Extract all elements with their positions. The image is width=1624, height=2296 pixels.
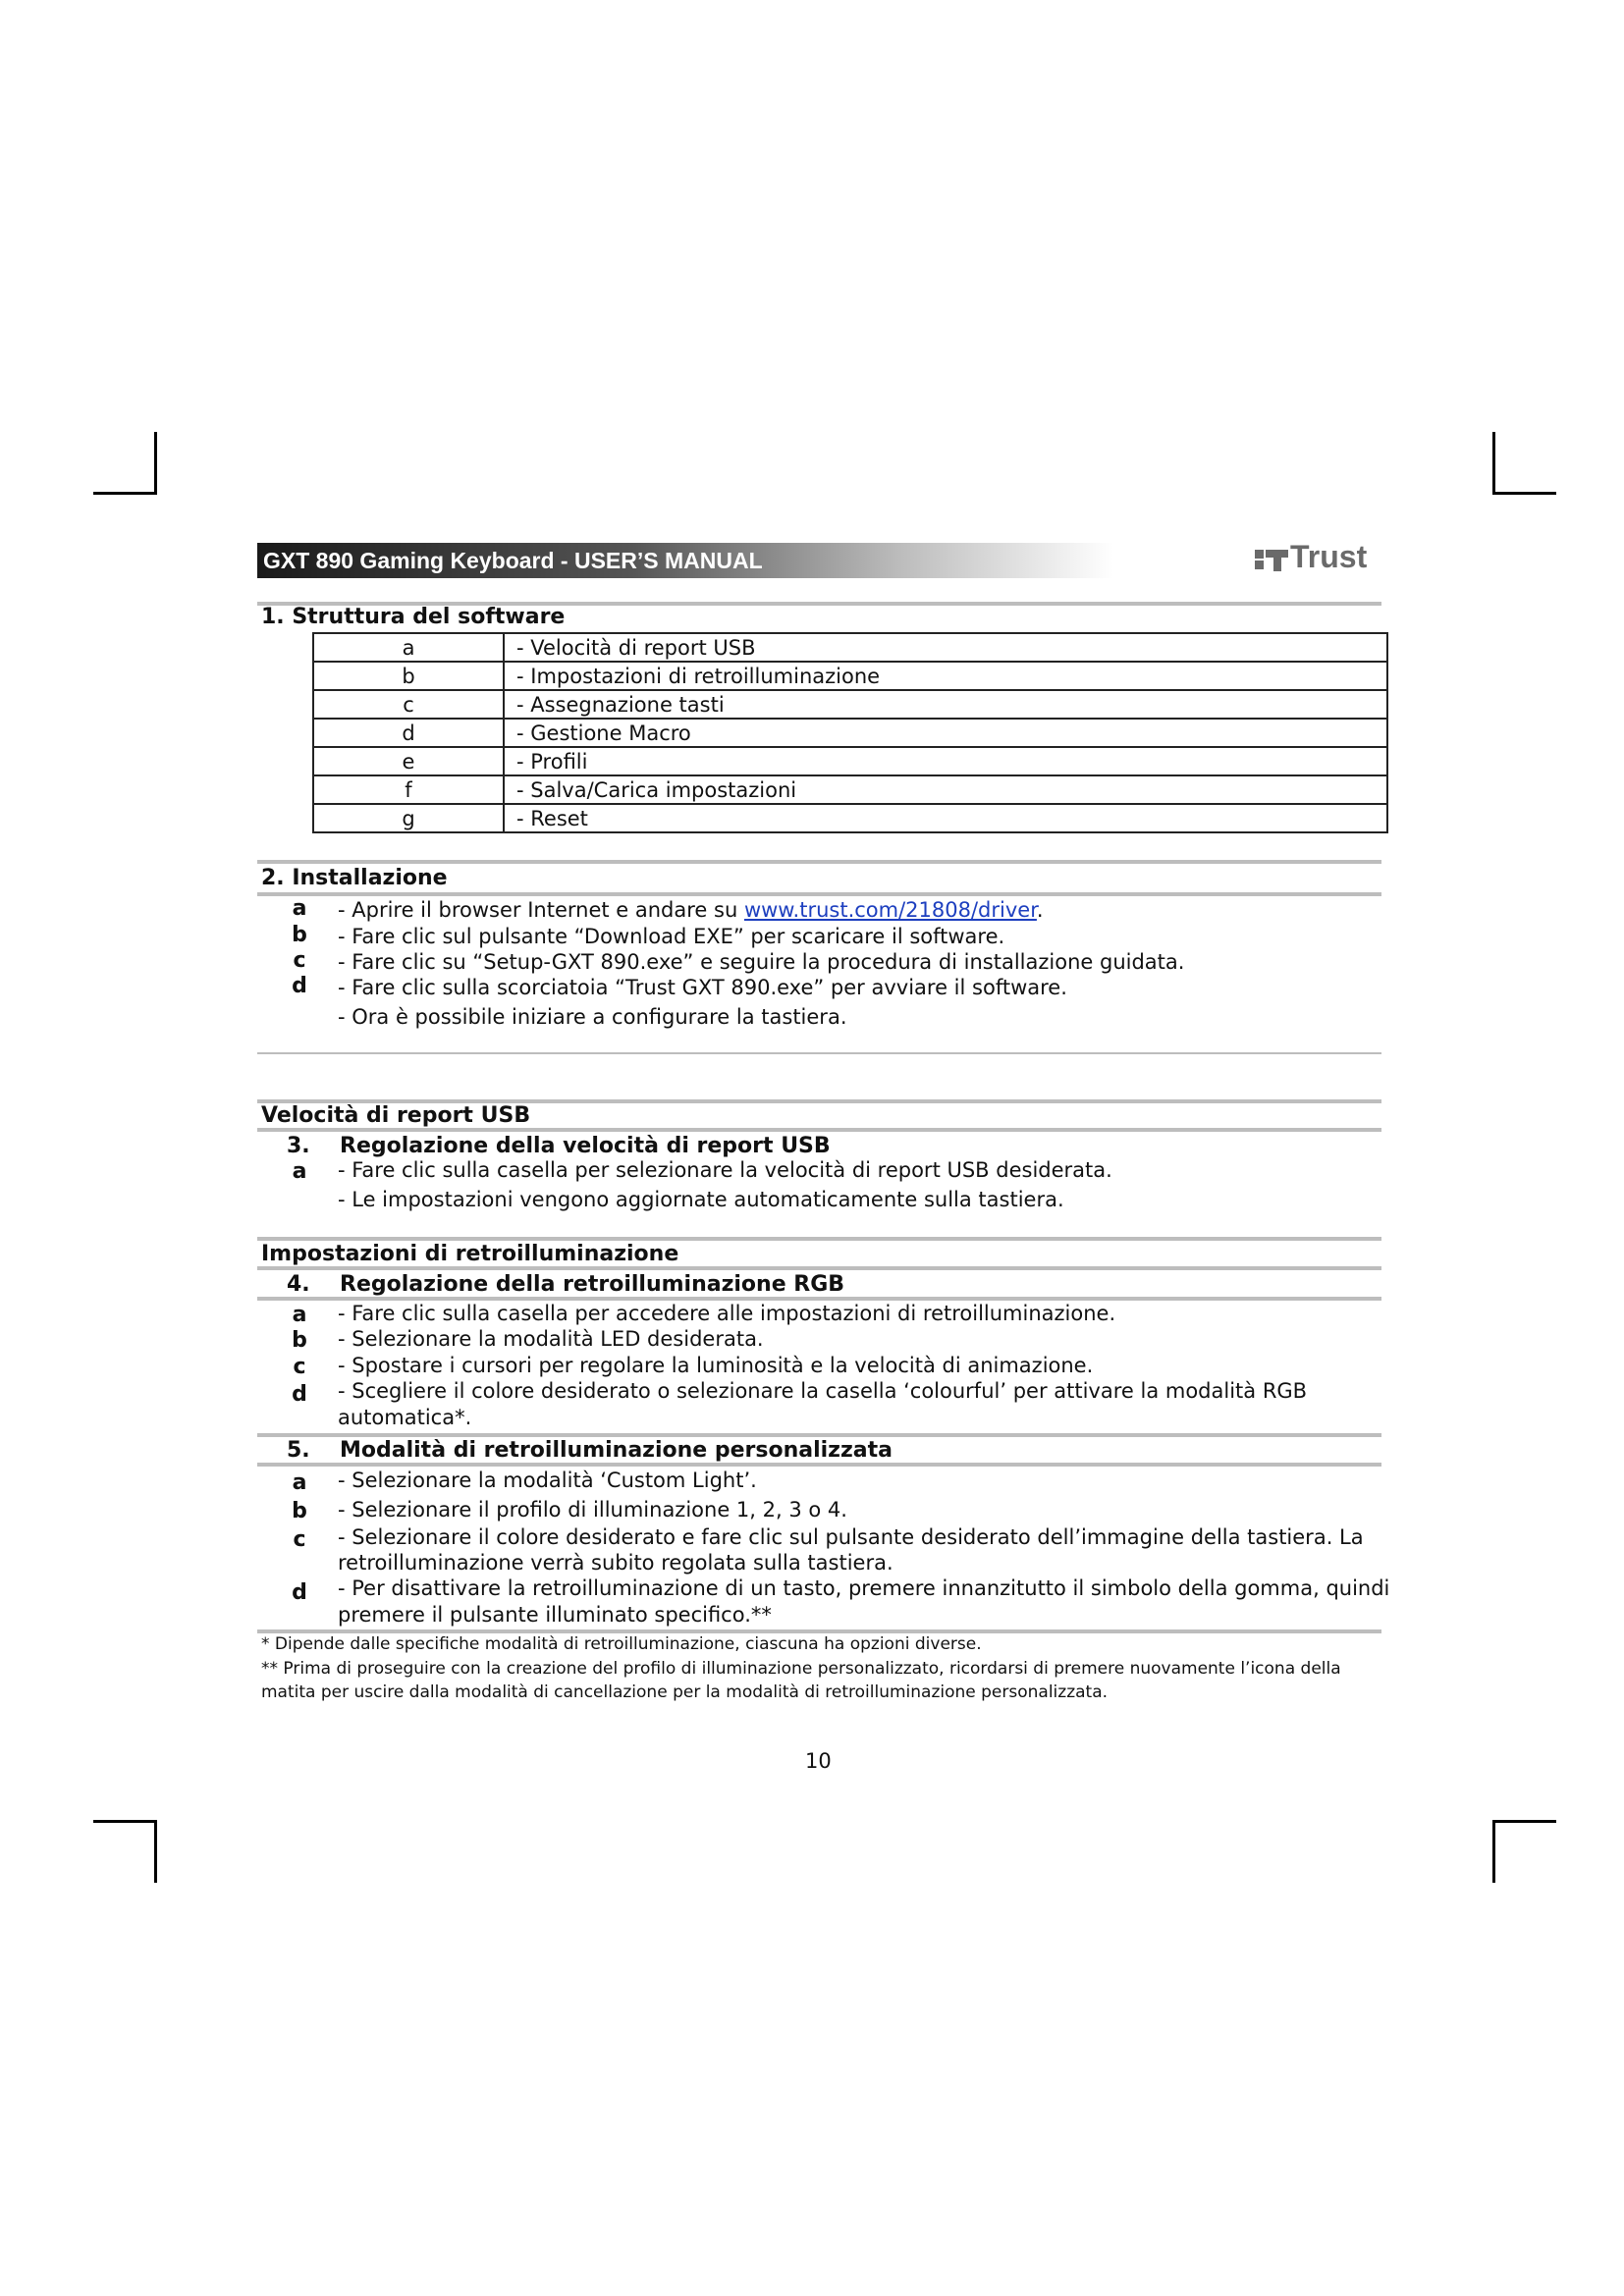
usb-note: - Le impostazioni vengono aggiornate automaticamente sulla tastiera.	[338, 1188, 1064, 1211]
install-step-b: - Fare clic sul pulsante “Download EXE” per scaricare il software.	[338, 925, 1005, 948]
step-letter: a	[292, 1470, 307, 1495]
usb-step-a: - Fare clic sulla casella per selezionare la velocità di report USB desiderata.	[338, 1158, 1112, 1182]
row-key: f	[313, 775, 504, 804]
trust-logo	[1255, 539, 1367, 575]
table-row	[313, 662, 1387, 690]
page-number: 10	[805, 1749, 832, 1773]
crop-mark-bottom-right	[1492, 1820, 1495, 1883]
brand-name: Trust	[1290, 539, 1368, 574]
row-key: c	[313, 690, 504, 719]
section-rule	[257, 1297, 1381, 1301]
custom-step-b: - Selezionare il profilo di illuminazione 1, 2, 3 o 4.	[338, 1498, 847, 1522]
crop-mark-top-left	[154, 432, 157, 495]
row-value: - Reset	[504, 804, 1387, 832]
footnote-2-cont: matita per uscire dalla modalità di cancellazione per la modalità di retroilluminazione personalizzata.	[261, 1682, 1109, 1702]
crop-mark-bottom-right	[1492, 1820, 1556, 1823]
manual-title: GXT 890 Gaming Keyboard - USER’S MANUAL	[263, 548, 763, 573]
usb-step-number: 3.	[287, 1134, 310, 1158]
row-key: a	[313, 633, 504, 662]
backlight-step-c: - Spostare i cursori per regolare la luminosità e la velocità di animazione.	[338, 1354, 1094, 1377]
row-key: g	[313, 804, 504, 832]
row-value: - Salva/Carica impostazioni	[504, 775, 1387, 804]
install-step-c: - Fare clic su “Setup-GXT 890.exe” e seguire la procedura di installazione guidata.	[338, 950, 1185, 974]
software-structure-table	[312, 632, 1388, 833]
crop-mark-top-right	[1492, 432, 1495, 495]
step-letter: c	[293, 948, 306, 973]
crop-mark-top-right	[1492, 492, 1556, 495]
backlight-step-d: - Scegliere il colore desiderato o selezionare la casella ‘colourful’ per attivare la modalità RGB	[338, 1379, 1308, 1403]
install-step-d: - Fare clic sulla scorciatoia “Trust GXT 890.exe” per avviare il software.	[338, 976, 1067, 999]
table-row	[313, 719, 1387, 747]
step-letter: c	[293, 1527, 306, 1552]
trust-logo-icon	[1255, 546, 1288, 573]
custom-step-a: - Selezionare la modalità ‘Custom Light’.	[338, 1468, 757, 1492]
row-value: - Profili	[504, 747, 1387, 775]
crop-mark-bottom-left	[93, 1820, 157, 1823]
backlight-heading: Impostazioni di retroilluminazione	[261, 1242, 679, 1266]
table-row	[313, 690, 1387, 719]
table-row	[313, 775, 1387, 804]
step-letter: d	[292, 974, 307, 998]
step-letter: a	[292, 1303, 307, 1327]
table-row	[313, 804, 1387, 832]
custom-step-c: - Selezionare il colore desiderato e fare clic sul pulsante desiderato dell’immagine della tastiera. La	[338, 1525, 1364, 1549]
step-letter: a	[292, 1159, 307, 1184]
footnote-rule	[257, 1629, 1381, 1633]
table-row	[313, 747, 1387, 775]
driver-download-link[interactable]: www.trust.com/21808/driver	[743, 898, 1037, 922]
backlight-step-number: 4.	[287, 1272, 310, 1297]
section-rule	[257, 1433, 1381, 1437]
step-letter: d	[292, 1580, 307, 1605]
backlight-step-b: - Selezionare la modalità LED desiderata.	[338, 1327, 764, 1351]
step-letter: b	[292, 1328, 307, 1353]
install-step-a	[338, 898, 1044, 922]
section-rule	[257, 892, 1381, 896]
row-value: - Gestione Macro	[504, 719, 1387, 747]
crop-mark-top-left	[93, 492, 157, 495]
section-rule	[257, 860, 1381, 864]
step-letter: c	[293, 1355, 306, 1379]
step-letter: d	[292, 1382, 307, 1407]
install-step-a-suffix: .	[1036, 898, 1044, 922]
custom-step-number: 5.	[287, 1438, 310, 1463]
usb-heading: Velocità di report USB	[261, 1103, 531, 1128]
install-note: - Ora è possibile iniziare a configurare la tastiera.	[338, 1005, 847, 1029]
section-rule	[257, 1266, 1381, 1270]
step-letter: b	[292, 1499, 307, 1523]
install-step-a-text: - Aprire il browser Internet e andare su	[338, 898, 744, 922]
row-key: b	[313, 662, 504, 690]
backlight-subtitle: Regolazione della retroilluminazione RGB	[340, 1272, 845, 1297]
backlight-step-d-cont: automatica*.	[338, 1406, 472, 1429]
section-rule	[257, 1128, 1381, 1132]
footnote-1: * Dipende dalle specifiche modalità di retroilluminazione, ciascuna ha opzioni diverse.	[261, 1634, 982, 1654]
row-value: - Velocità di report USB	[504, 633, 1387, 662]
section-1-title: 1. Struttura del software	[261, 605, 566, 629]
custom-step-d-cont: premere il pulsante illuminato specifico.**	[338, 1603, 772, 1627]
step-letter: b	[292, 923, 307, 947]
row-value: - Impostazioni di retroilluminazione	[504, 662, 1387, 690]
row-value: - Assegnazione tasti	[504, 690, 1387, 719]
section-2-title: 2. Installazione	[261, 866, 448, 890]
step-letter: a	[292, 896, 307, 921]
backlight-step-a: - Fare clic sulla casella per accedere alle impostazioni di retroilluminazione.	[338, 1302, 1116, 1325]
section-rule	[257, 1463, 1381, 1467]
custom-subtitle: Modalità di retroilluminazione personalizzata	[340, 1438, 893, 1463]
footnote-2: ** Prima di proseguire con la creazione del profilo di illuminazione personalizzato, ricordarsi di premere nuovamente l’icona della	[261, 1659, 1341, 1679]
row-key: e	[313, 747, 504, 775]
row-key: d	[313, 719, 504, 747]
crop-mark-bottom-left	[154, 1820, 157, 1883]
custom-step-d: - Per disattivare la retroilluminazione di un tasto, premere innanzitutto il simbolo della gomma, quindi	[338, 1576, 1390, 1600]
usb-subtitle: Regolazione della velocità di report USB	[340, 1134, 831, 1158]
custom-step-c-cont: retroilluminazione verrà subito regolata sulla tastiera.	[338, 1551, 893, 1575]
section-rule	[257, 1052, 1381, 1054]
section-rule	[257, 1237, 1381, 1241]
table-row	[313, 633, 1387, 662]
